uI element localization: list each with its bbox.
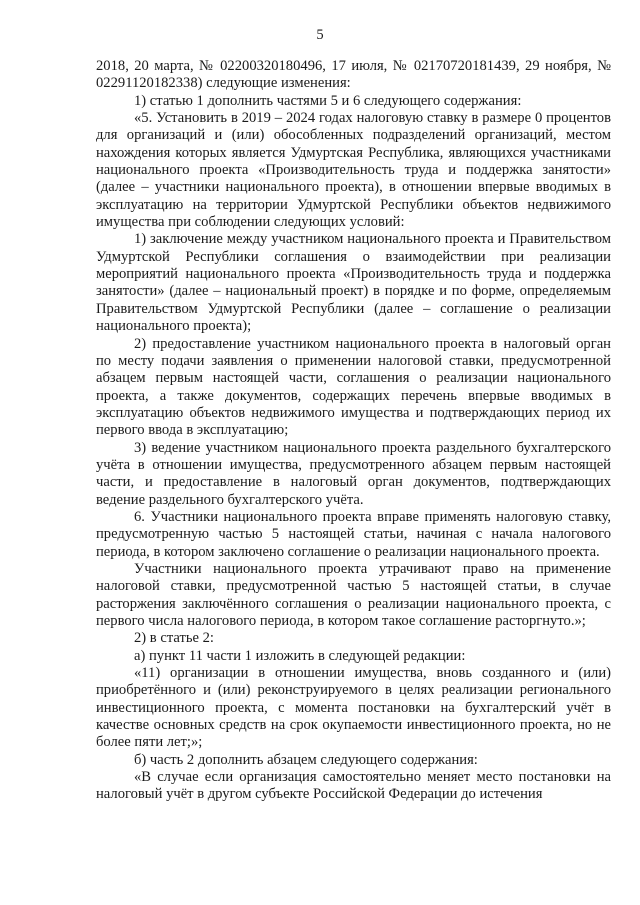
document-body [96,58,611,804]
paragraph-article-1-intro: 1) статью 1 дополнить частями 5 и 6 следующего содержания: [134,92,522,109]
paragraph-part-5: «5. Установить в 2019 – 2024 годах налоговую ставку в размере 0 процентов для организаций и (или) обособленных подразделений организаций, местом нахождения которых является Удмуртская Республика, являющихся участниками национального проекта «Производительность труда и поддержка занятости» (далее – участники национального проекта), в отношении впервые вводимых в эксплуатацию на территории Удмуртской Республики объектов недвижимого имущества при соблюдении следующих условий: [96,110,611,231]
paragraph-condition-2: 2) предоставление участником национального проекта в налоговый орган по месту подачи заявления о применении налоговой ставки, предусмотренной абзацем первым настоящей части, соглашения о реализации национального проекта, а также документов, содержащих перечень впервые вводимых в эксплуатацию объектов недвижимого имущества и подтверждающих период их первого ввода в эксплуатацию; [96,335,611,439]
paragraph-clause-11: «11) организации в отношении имущества, вновь созданного и (или) приобретённого и (или) реконструируемого в целях реализации регионального инвестиционного проекта, с момента постановки на бухгалтерский учёт в качестве основных средств на срок окупаемости инвестиционного проекта, но не более пяти лет;»; [96,665,611,751]
page-number: 5 [316,27,324,43]
paragraph-condition-1: 1) заключение между участником национального проекта и Правительством Удмуртской Республики соглашения о взаимодействии при реализации мероприятий национального проекта «Производительность труда и поддержка занятости» (далее – национальный проект) в порядке и по форме, определяемым Правительством Удмуртской Республики (далее – соглашение о реализации национального проекта); [96,231,611,335]
paragraph-continuation: 2018, 20 марта, № 02200320180496, 17 июля, № 02170720181439, 29 ноября, № 02291120182338) следующие изменения: [96,58,611,92]
paragraph-part-6: 6. Участники национального проекта вправе применять налоговую ставку, предусмотренную частью 5 настоящей статьи, начиная с начала налогового периода, в котором заключено соглашение о реализации национального проекта. [96,508,611,560]
paragraph-new-abzac: «В случае если организация самостоятельно меняет место постановки на налоговый учёт в другом субъекте Российской Федерации до истечения [96,769,611,803]
paragraph-loss-of-right: Участники национального проекта утрачивают право на применение налоговой ставки, предусмотренной частью 5 настоящей статьи, в случае расторжения заключённого соглашения о реализации национального проекта, с первого числа налогового периода, в котором такое соглашение расторгнуто.»; [96,560,611,629]
paragraph-article-2-intro: 2) в статье 2: [134,630,214,647]
paragraph-condition-3: 3) ведение участником национального проекта раздельного бухгалтерского учёта в отношении имущества, предусмотренного абзацем первым настоящей части, и предоставление в налоговый орган документов, подтверждающих ведение раздельного бухгалтерского учёта. [96,439,611,508]
paragraph-item-a: а) пункт 11 части 1 изложить в следующей редакции: [134,647,466,664]
paragraph-item-b: б) часть 2 дополнить абзацем следующего содержания: [134,751,478,768]
